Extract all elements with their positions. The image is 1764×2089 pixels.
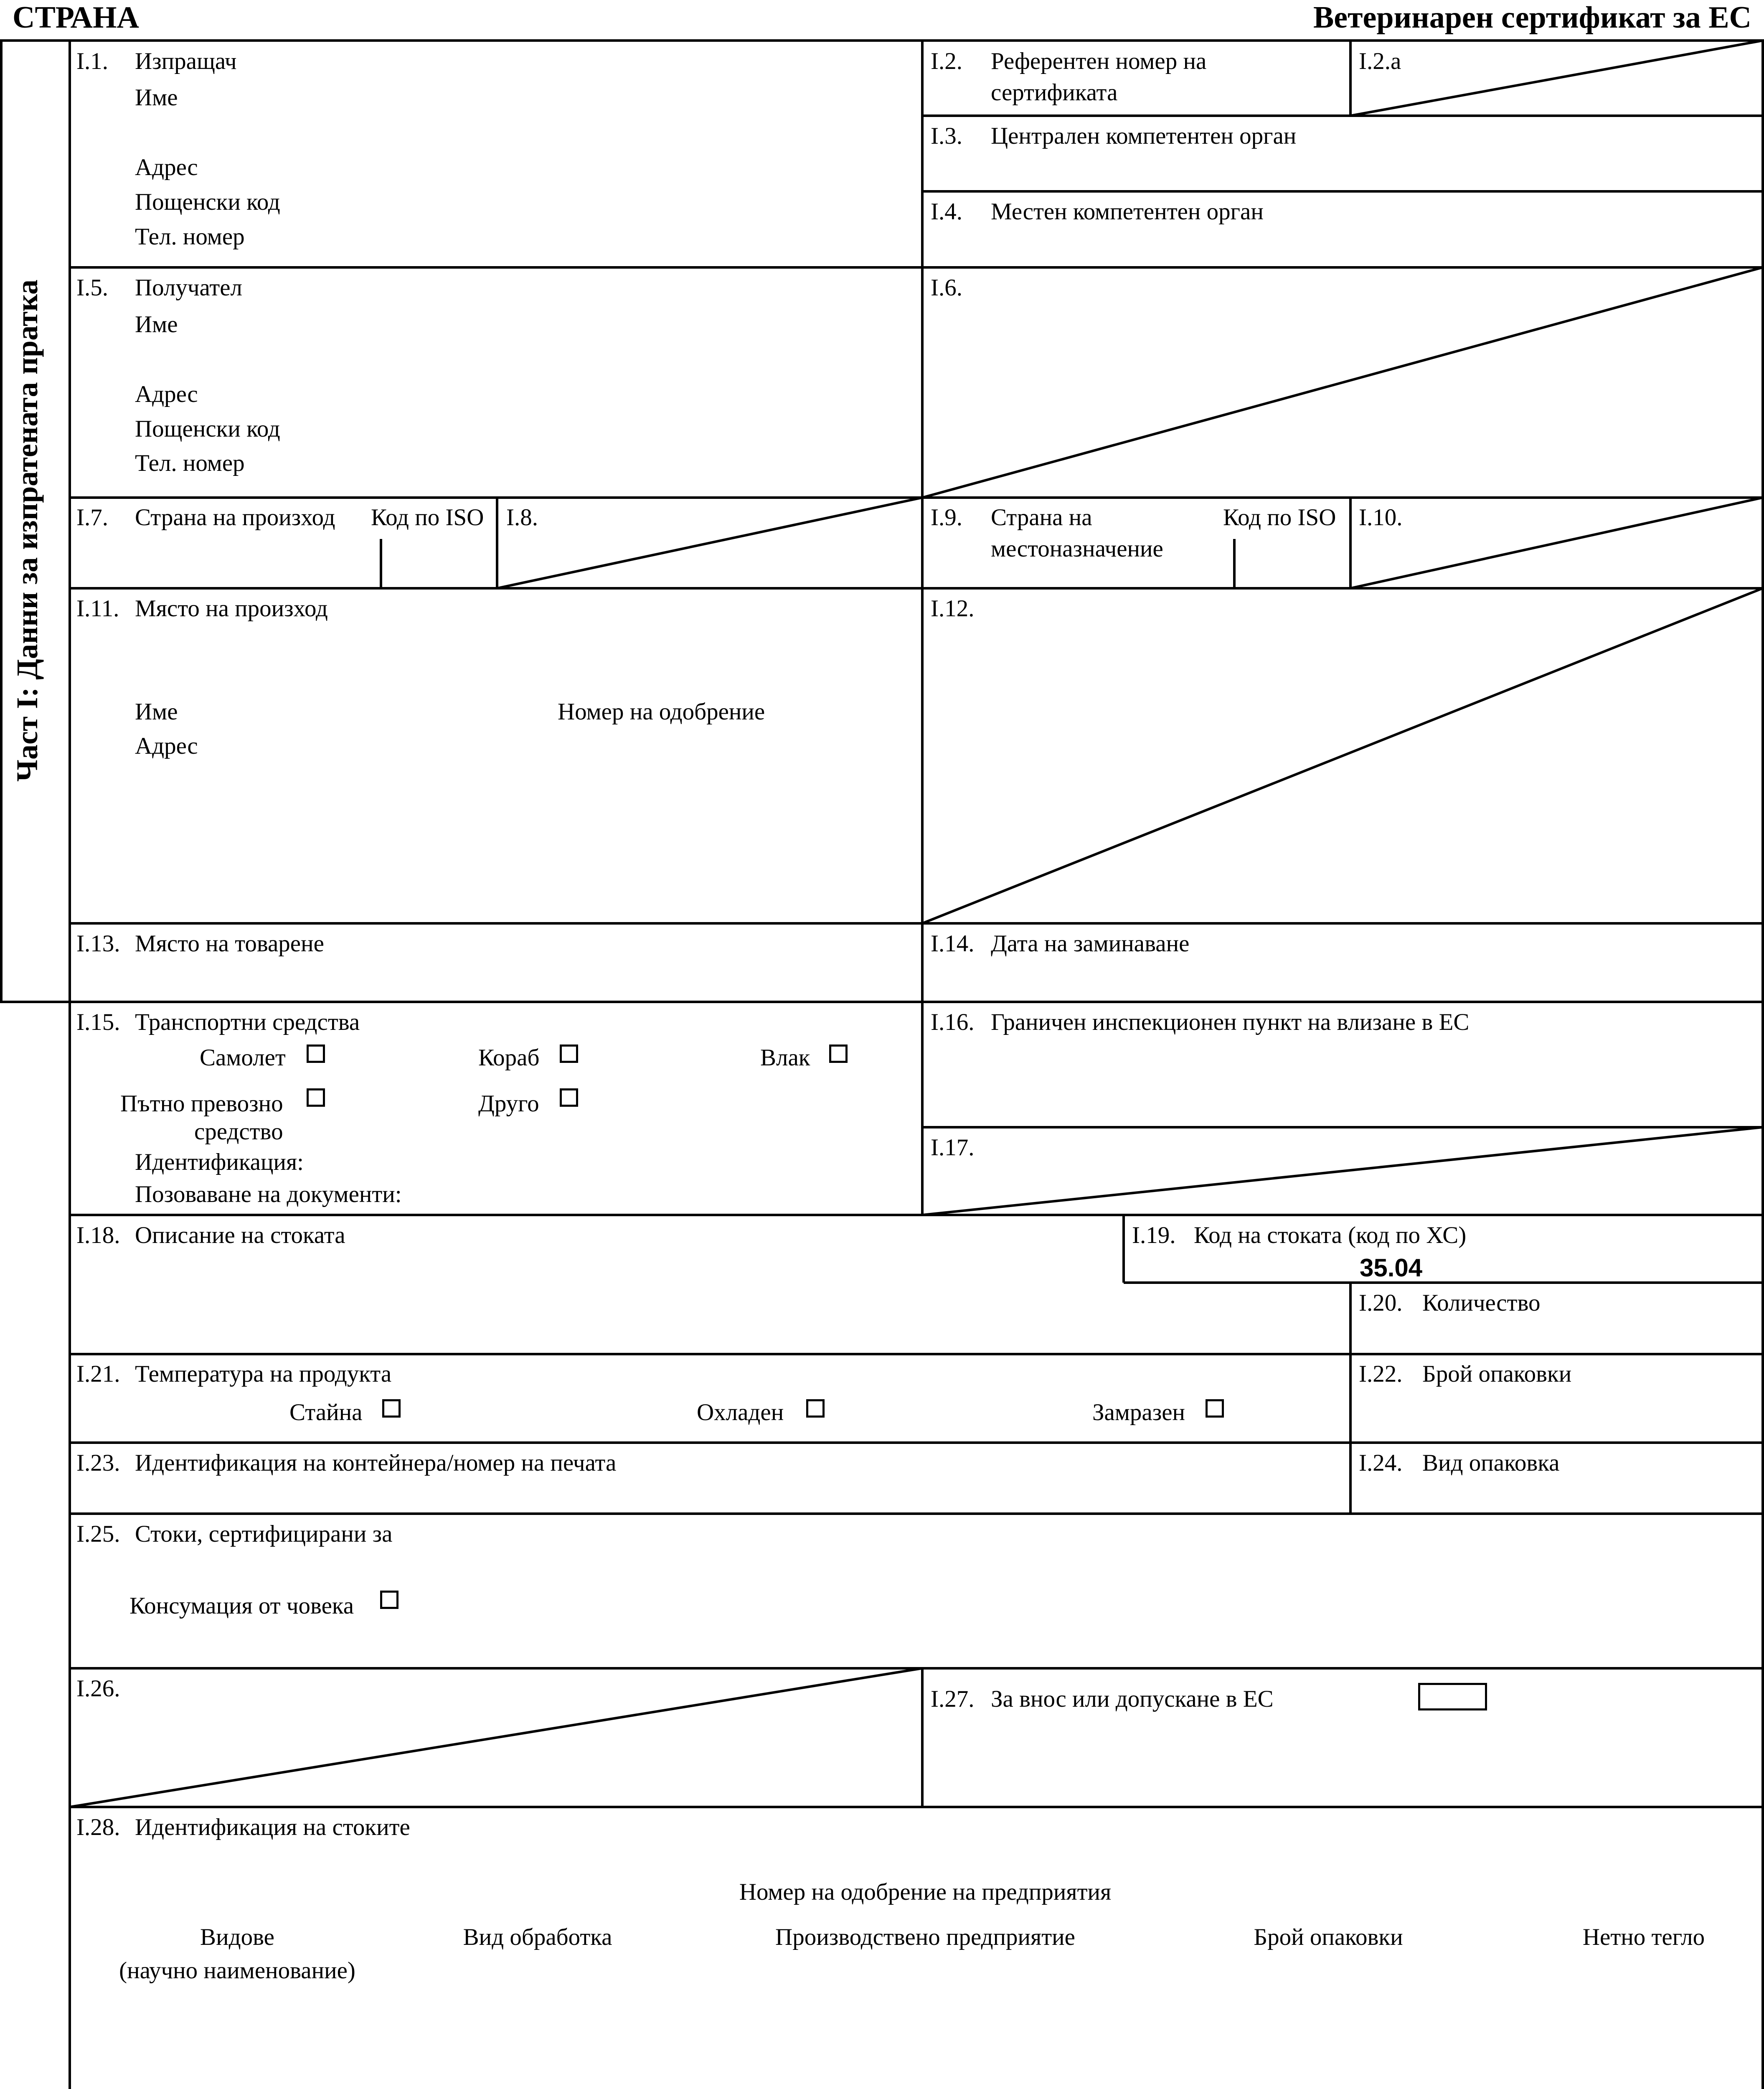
field-number: I.9. bbox=[931, 504, 962, 531]
field-number: I.5. bbox=[76, 274, 108, 301]
border-inspection-post-label: Граничен инспекционен пункт на влизане в ЕС bbox=[991, 1009, 1470, 1035]
plane-checkbox[interactable] bbox=[307, 1044, 325, 1063]
country-of-destination-label-2: местоназначение bbox=[991, 536, 1163, 562]
field-number: I.27. bbox=[931, 1686, 975, 1712]
container-seal-label: Идентификация на контейнера/номер на печата bbox=[135, 1450, 617, 1476]
field-number: I.2.а bbox=[1359, 48, 1401, 74]
field-number: I.23. bbox=[76, 1450, 120, 1476]
field-number: I.7. bbox=[76, 504, 108, 531]
approval-number-header: Номер на одобрение на предприятия bbox=[739, 1879, 1112, 1905]
other-transport-checkbox[interactable] bbox=[560, 1088, 578, 1107]
product-temperature-label: Температура на продукта bbox=[135, 1361, 392, 1387]
central-authority-label: Централен компетентен орган bbox=[991, 123, 1297, 149]
field-number: I.21. bbox=[76, 1361, 120, 1387]
train-checkbox[interactable] bbox=[829, 1044, 848, 1063]
means-of-transport-label: Транспортни средства bbox=[135, 1009, 360, 1035]
country-of-origin-label: Страна на произход bbox=[135, 504, 335, 531]
human-consumption-checkbox[interactable] bbox=[380, 1591, 398, 1609]
consignee-name-label: Име bbox=[135, 311, 178, 338]
documentary-references-label: Позоваване на документи: bbox=[135, 1181, 402, 1207]
plane-label: Самолет bbox=[200, 1044, 286, 1071]
commodity-description-label: Описание на стоката bbox=[135, 1222, 345, 1248]
consignee-postcode-label: Пощенски код bbox=[135, 416, 280, 442]
consignee-address-label: Адрес bbox=[135, 381, 198, 407]
field-number: I.13. bbox=[76, 930, 120, 957]
consignor-label: Изпращач bbox=[135, 48, 237, 74]
field-number: I.24. bbox=[1359, 1450, 1403, 1476]
field-number: I.11. bbox=[76, 595, 119, 622]
field-number: I.1. bbox=[76, 48, 108, 74]
field-number: I.25. bbox=[76, 1521, 120, 1547]
field-number: I.19. bbox=[1132, 1222, 1176, 1248]
species-column-subheader: (научно наименование) bbox=[119, 1957, 355, 1984]
road-vehicle-checkbox[interactable] bbox=[307, 1088, 325, 1107]
field-number: I.2. bbox=[931, 48, 962, 74]
other-transport-label: Друго bbox=[478, 1090, 539, 1117]
commodity-code-label: Код на стоката (код по ХС) bbox=[1194, 1222, 1467, 1248]
number-of-packages-label: Брой опаковки bbox=[1422, 1361, 1572, 1387]
local-authority-label: Местен компетентен орган bbox=[991, 198, 1264, 225]
species-column-header: Видове bbox=[200, 1924, 274, 1950]
field-number: I.20. bbox=[1359, 1290, 1403, 1316]
train-label: Влак bbox=[760, 1044, 810, 1071]
certificate-reference-label: Референтен номер на bbox=[991, 48, 1207, 74]
import-admission-label: За внос или допускане в ЕС bbox=[991, 1686, 1274, 1712]
place-of-origin-label: Място на произход bbox=[135, 595, 328, 622]
certificate-reference-label-2: сертификата bbox=[991, 79, 1118, 106]
place-of-loading-label: Място на товарене bbox=[135, 930, 324, 957]
commodities-certified-label: Стоки, сертифицирани за bbox=[135, 1521, 393, 1547]
ambient-checkbox[interactable] bbox=[382, 1399, 401, 1418]
field-number: I.28. bbox=[76, 1814, 120, 1840]
origin-iso-label: Код по ISO bbox=[371, 504, 484, 531]
net-weight-column-header: Нетно тегло bbox=[1582, 1924, 1705, 1950]
chilled-checkbox[interactable] bbox=[806, 1399, 825, 1418]
destination-iso-label: Код по ISO bbox=[1223, 504, 1336, 531]
consignor-phone-label: Тел. номер bbox=[135, 224, 245, 250]
country-heading: СТРАНА bbox=[13, 0, 139, 35]
field-number: I.6. bbox=[931, 274, 962, 301]
frozen-label: Замразен bbox=[1092, 1399, 1185, 1426]
field-number: I.15. bbox=[76, 1009, 120, 1035]
number-of-packages-column-header: Брой опаковки bbox=[1254, 1924, 1403, 1950]
certificate-title: Ветеринарен сертификат за ЕС bbox=[1313, 0, 1751, 35]
part-label: Част I: Данни за изпратената пратка bbox=[10, 280, 44, 782]
field-number: I.8. bbox=[506, 504, 538, 531]
human-consumption-label: Консумация от човека bbox=[129, 1593, 354, 1619]
field-number: I.17. bbox=[931, 1134, 975, 1161]
field-number: I.3. bbox=[931, 123, 962, 149]
field-number: I.14. bbox=[931, 930, 975, 957]
frozen-checkbox[interactable] bbox=[1206, 1399, 1224, 1418]
chilled-label: Охладен bbox=[697, 1399, 784, 1426]
ship-label: Кораб bbox=[478, 1044, 540, 1071]
consignor-name-label: Име bbox=[135, 84, 178, 111]
ship-checkbox[interactable] bbox=[560, 1044, 578, 1063]
commodity-code-value: 35.04 bbox=[1360, 1254, 1423, 1282]
field-number: I.16. bbox=[931, 1009, 975, 1035]
consignor-address-label: Адрес bbox=[135, 154, 198, 180]
import-admission-box[interactable] bbox=[1418, 1683, 1487, 1710]
ambient-label: Стайна bbox=[289, 1399, 363, 1426]
transport-identification-label: Идентификация: bbox=[135, 1149, 304, 1175]
field-number: I.18. bbox=[76, 1222, 120, 1248]
treatment-column-header: Вид обработка bbox=[463, 1924, 612, 1950]
field-number: I.26. bbox=[76, 1675, 120, 1702]
field-number: I.4. bbox=[931, 198, 962, 225]
date-of-departure-label: Дата на заминаване bbox=[991, 930, 1190, 957]
quantity-label: Количество bbox=[1422, 1290, 1541, 1316]
road-vehicle-label: Пътно превозно bbox=[120, 1090, 283, 1117]
identification-of-commodities-label: Идентификация на стоките bbox=[135, 1814, 410, 1840]
type-of-packaging-label: Вид опаковка bbox=[1422, 1450, 1560, 1476]
origin-address-label: Адрес bbox=[135, 733, 198, 759]
origin-approval-number-label: Номер на одобрение bbox=[558, 699, 765, 725]
consignor-postcode-label: Пощенски код bbox=[135, 189, 280, 215]
manufacturing-plant-column-header: Производствено предприятие bbox=[775, 1924, 1075, 1950]
field-number: I.12. bbox=[931, 595, 975, 622]
field-number: I.10. bbox=[1359, 504, 1403, 531]
country-of-destination-label: Страна на bbox=[991, 504, 1092, 531]
road-vehicle-label-2: средство bbox=[194, 1118, 283, 1145]
consignee-phone-label: Тел. номер bbox=[135, 450, 245, 476]
field-number: I.22. bbox=[1359, 1361, 1403, 1387]
consignee-label: Получател bbox=[135, 274, 243, 301]
origin-name-label: Име bbox=[135, 699, 178, 725]
